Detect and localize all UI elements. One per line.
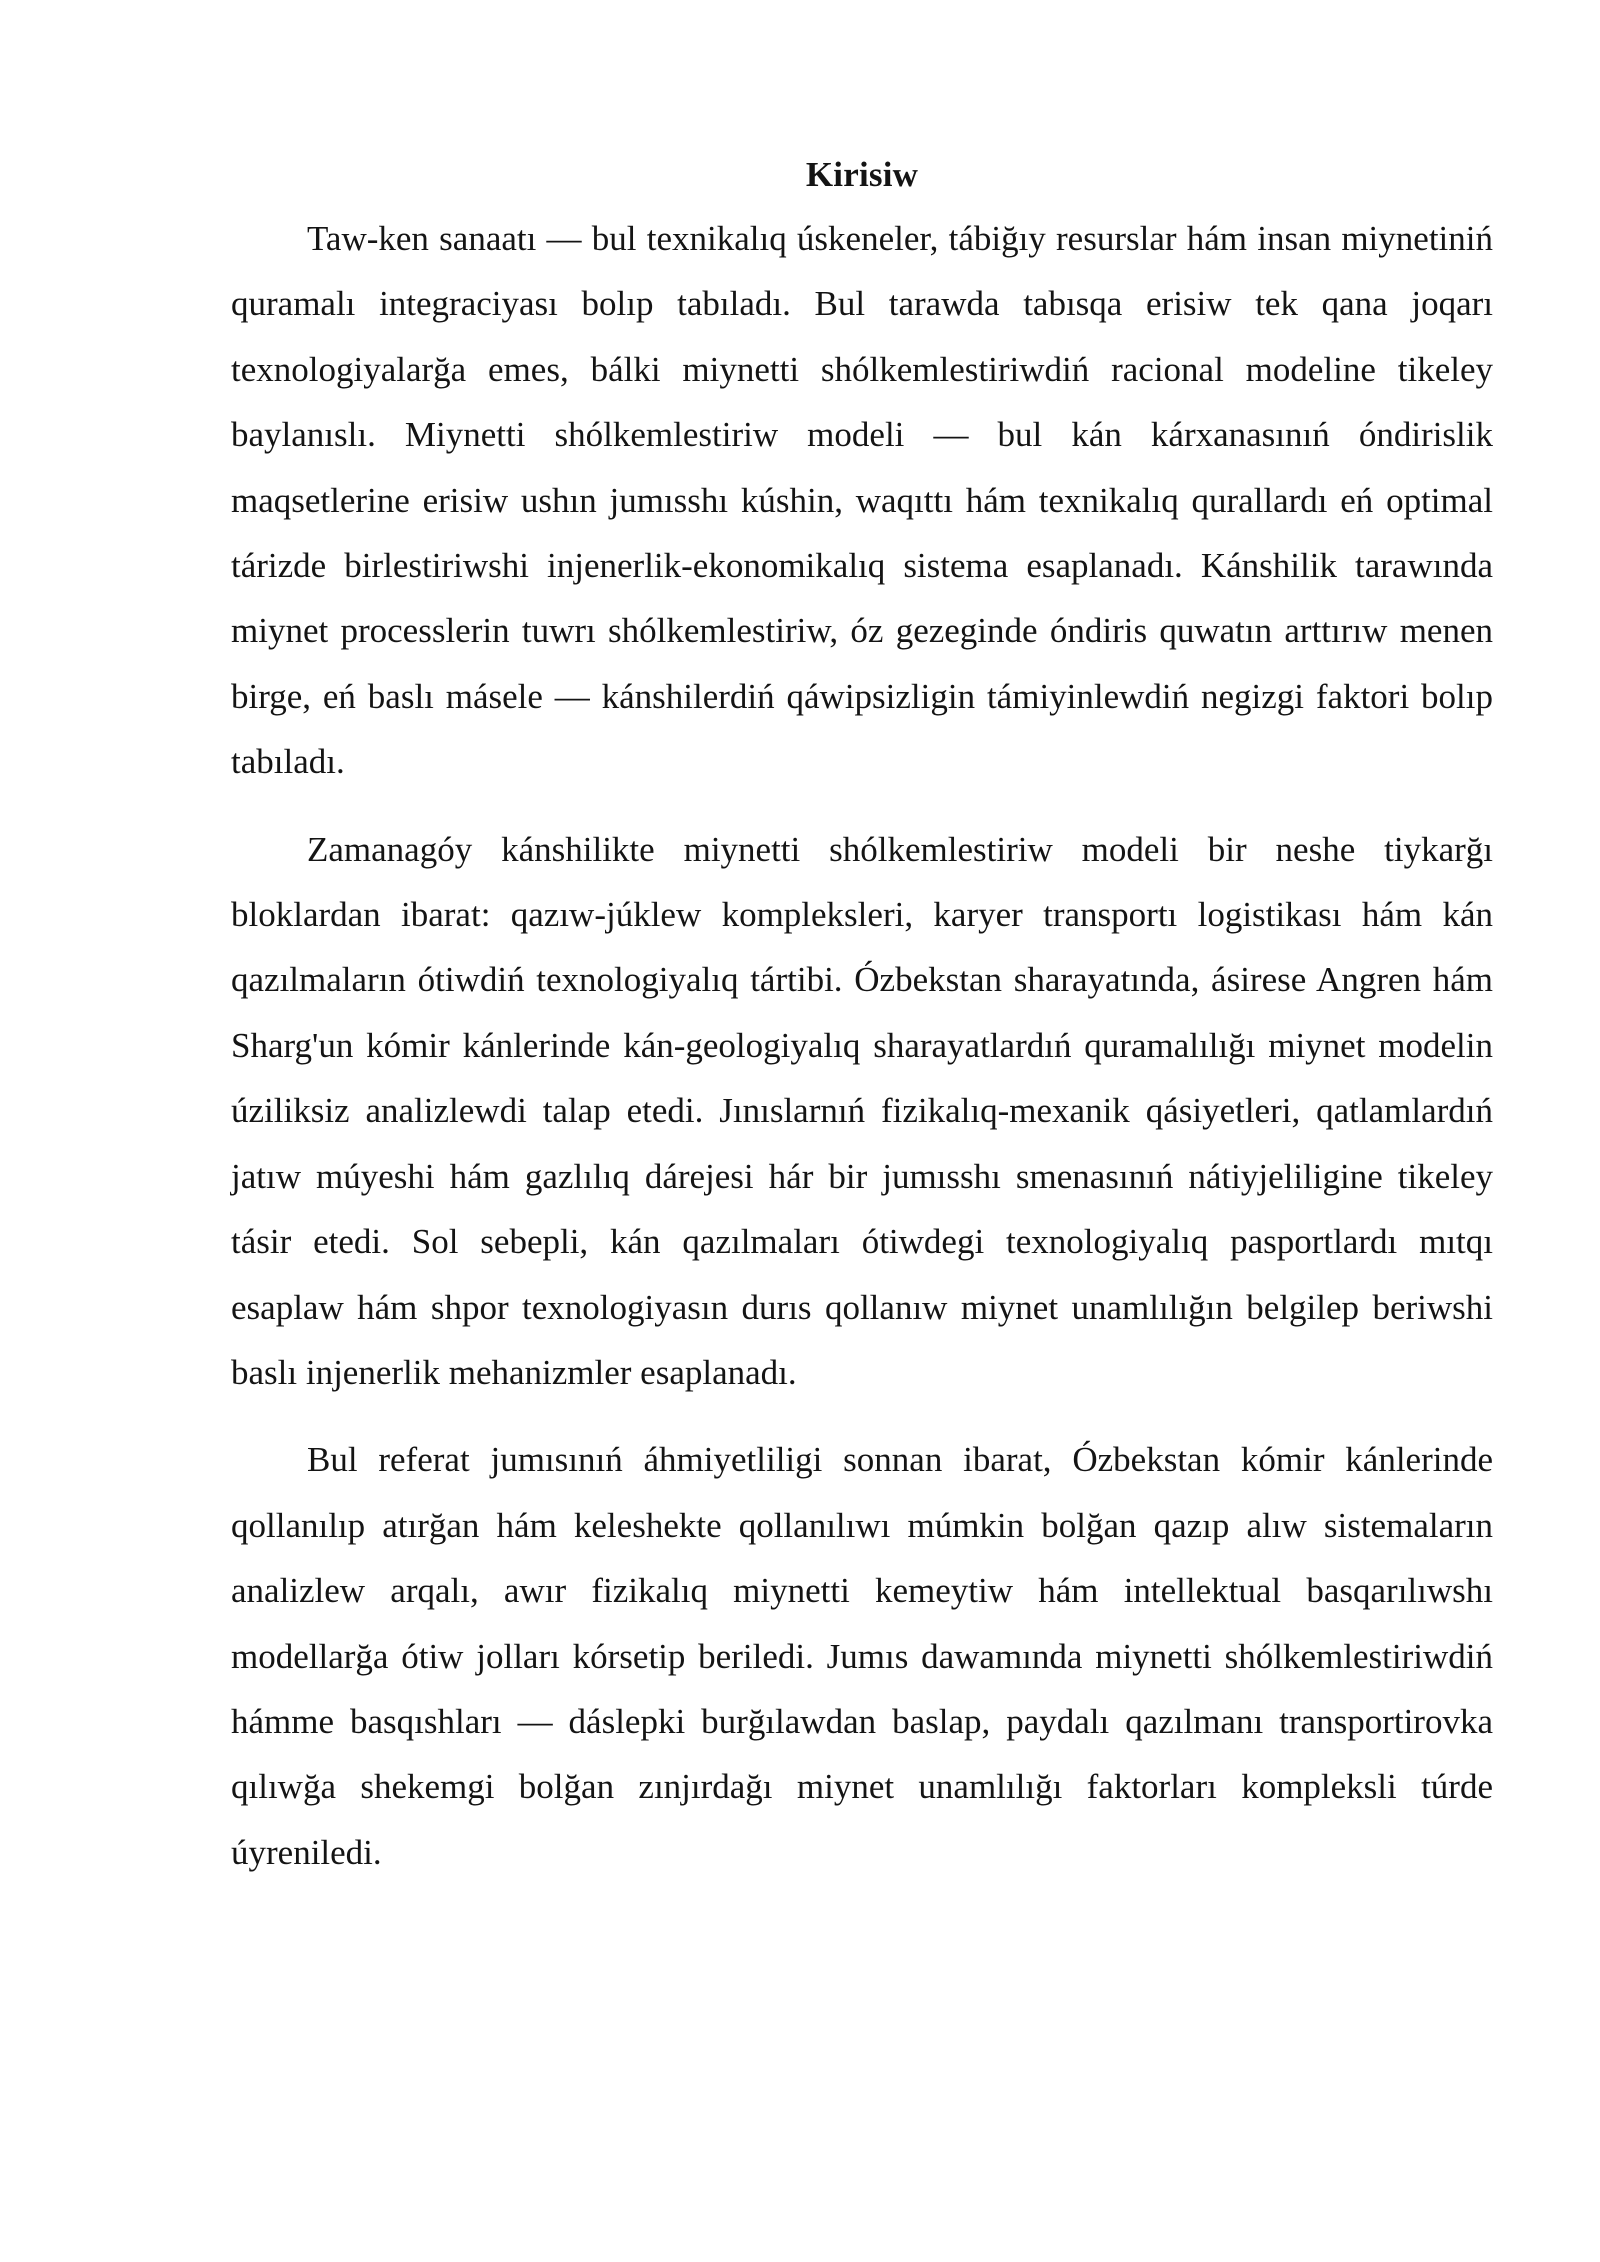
document-body [231,148,1493,1907]
paragraph-3: Bul referat jumısınıń áhmiyetliligi sonnan ibarat, Ózbekstan kómir kánlerinde qollanılıp atırğan hám keleshekte qollanılıwı múmkin bolğan qazıp alıw sistemaların analizlew arqalı, awır fizikalıq miynetti kemeytiw hám intellektual basqarılıwshı modellarğa ótiw jolları kórsetip beriledi. Jumıs dawamında miynetti shólkemlestiriwdiń hámme basqıshları — dáslepki burğılawdan baslap, paydalı qazılmanı transportirovka qılıwğa shekemgi bolğan zınjırdağı miynet unamlılığı faktorları kompleksli túrde úyreniledi. [231,1440,1493,1872]
paragraph-2: Zamanagóy kánshilikte miynetti shólkemlestiriw modeli bir neshe tiykarğı bloklardan ibarat: qazıw-júklew kompleksleri, karyer transportı logistikası hám kán qazılmaların ótiwdiń texnologiyalıq tártibi. Ózbekstan sharayatında, ásirese Angren hám Sharg'un kómir kánlerinde kán-geologiyalıq sharayatlardıń quramalılığı miynet modelin úziliksiz analizlewdi talap etedi. Jınıslarnıń fizikalıq-mexanik qásiyetleri, qatlamlardıń jatıw múyeshi hám gazlılıq dárejesi hár bir jumısshı smenasınıń nátiyjeliligine tikeley tásir etedi. Sol sebepli, kán qazılmaları ótiwdegi texnologiyalıq pasportlardı mıtqı esaplaw hám shpor texnologiyasın durıs qollanıw miynet unamlılığın belgilep beriwshi baslı injenerlik mehanizmler esaplanadı. [231,829,1493,1392]
paragraph-1: Taw-ken sanaatı — bul texnikalıq úskeneler, tábiğıy resurslar hám insan miynetiniń quramalı integraciyası bolıp tabıladı. Bul tarawda tabısqa erisiw tek qana joqarı texnologiyalarğa emes, bálki miynetti shólkemlestiriwdiń racional modeline tikeley baylanıslı. Miynetti shólkemlestiriw modeli — bul kán kárxanasınıń óndirislik maqsetlerine erisiw ushın jumısshı kúshin, waqıttı hám texnikalıq qurallardı eń optimal tárizde birlestiriwshi injenerlik-ekonomikalıq sistema esaplanadı. Kánshilik tarawında miynet processlerin tuwrı shólkemlestiriw, óz gezeginde óndiris quwatın arttırıw menen birge, eń baslı másele — kánshilerdiń qáwipsizligin támiyinlewdiń negizgi faktori bolıp tabıladı. [231,219,1493,782]
section-title: Kirisiw [805,155,919,194]
